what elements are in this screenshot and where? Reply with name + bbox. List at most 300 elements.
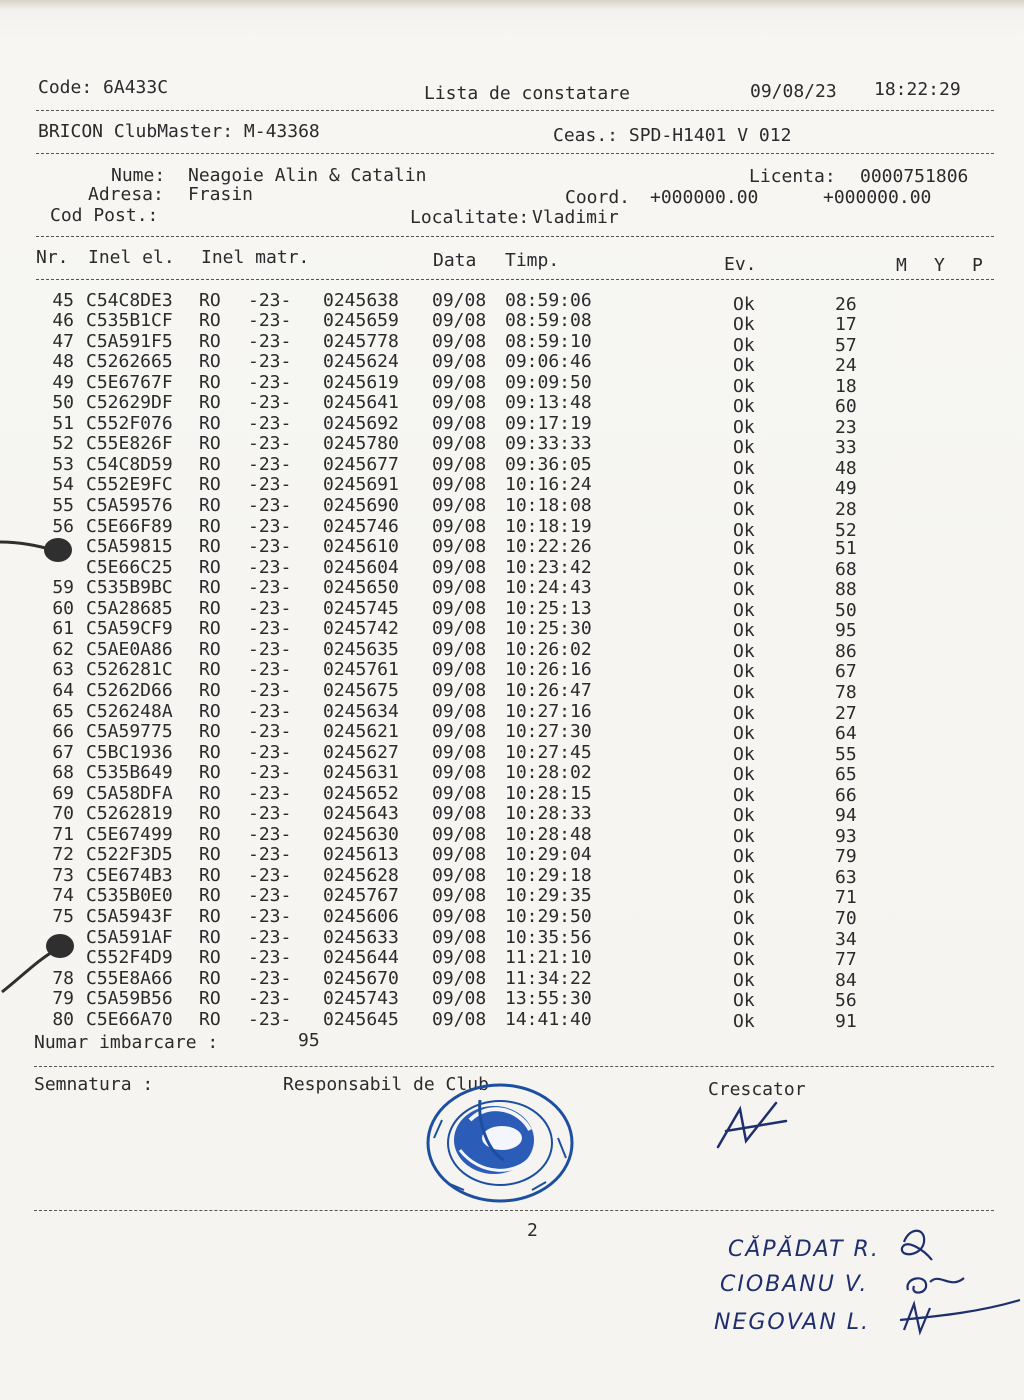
cell-data: 09/08 [432,926,487,948]
cell-inel: C5262D66 [86,679,173,701]
cell-matr: 0245677 [323,453,399,475]
cell-ev: Ok [733,478,755,500]
cell-val: 33 [835,437,857,459]
table-row [0,784,1024,805]
table-row [0,412,1024,438]
cell-nr: 75 [52,906,74,927]
cell-nr: 72 [52,844,74,866]
cell-yr: -23- [248,351,292,373]
table-row [0,681,1024,702]
cell-val: 50 [835,599,857,621]
cell-yr: -23- [248,310,292,332]
col-header-nr: Nr. [36,247,69,268]
cell-ev: Ok [733,969,755,991]
cell-val: 67 [835,661,857,683]
cell-yr: -23- [248,741,292,763]
boarding-count: 95 [298,1030,320,1051]
col-header-p: P [972,255,983,276]
table-row [0,845,1024,866]
cell-ev: Ok [733,723,755,745]
cell-ro: RO [199,577,221,599]
cell-matr: 0245630 [323,823,399,845]
cell-ro: RO [199,967,221,989]
cell-matr: 0245634 [323,700,399,722]
col-header-inel-el: Inel el. [88,247,175,268]
cell-matr: 0245761 [323,659,399,681]
cell-data: 09/08 [432,474,487,496]
table-row [0,804,1024,825]
cell-ro: RO [199,638,221,660]
cell-matr: 0245692 [323,412,399,434]
cell-matr: 0245643 [323,803,399,825]
handwritten-name-1: CĂPĂDAT R. [728,1237,880,1262]
cell-time: 10:35:56 [505,926,592,948]
owner-name: Neagoie Alin & Catalin [188,165,427,186]
cell-matr: 0245652 [323,782,399,804]
cell-nr: 78 [52,967,74,989]
owner-name-label: Nume: [111,165,166,186]
cell-val: 84 [835,969,857,991]
cell-ro: RO [199,947,221,969]
cell-nr: 60 [52,597,74,619]
cell-ro: RO [199,351,221,373]
cell-val: 48 [835,457,857,479]
cell-yr: -23- [248,823,292,845]
cell-nr: 59 [52,577,74,599]
divider [36,236,994,237]
cell-matr: 0245606 [323,906,399,927]
cell-yr: -23- [248,556,292,578]
cell-data: 09/08 [432,803,487,825]
cell-ro: RO [199,679,221,701]
cell-time: 10:23:42 [505,556,592,578]
cell-val: 65 [835,764,857,786]
cell-nr: 67 [52,741,74,763]
cell-val: 94 [835,805,857,827]
cell-data: 09/08 [432,618,487,640]
cell-val: 95 [835,620,857,642]
cell-ro: RO [199,289,221,311]
cell-data: 09/08 [432,577,487,599]
cell-time: 10:24:43 [505,577,592,599]
cell-ro: RO [199,412,221,434]
boarding-count-label: Numar imbarcare : [34,1032,219,1053]
cell-val: 51 [835,538,857,560]
address-label: Adresa: [88,184,164,205]
cell-ro: RO [199,1008,221,1030]
table-row [0,351,1024,377]
license-label: Licenta: [749,166,836,187]
table-row [0,907,1024,928]
cell-matr: 0245644 [323,947,399,969]
cell-ev: Ok [733,743,755,765]
cell-nr: 51 [52,412,74,434]
signature-label: Semnatura : [34,1074,154,1095]
cell-inel: C55E8A66 [86,967,173,989]
breeder-label: Crescator [708,1079,806,1100]
table-row [0,330,1024,356]
cell-matr: 0245628 [323,864,399,886]
cell-time: 10:28:15 [505,782,592,804]
cell-val: 93 [835,825,857,847]
cell-val: 66 [835,784,857,806]
cell-yr: -23- [248,803,292,825]
cell-matr: 0245767 [323,885,399,907]
cell-data: 09/08 [432,556,487,578]
cell-inel: C5A58DFA [86,782,173,804]
cell-ro: RO [199,864,221,886]
cell-yr: -23- [248,433,292,455]
cell-nr: 46 [52,310,74,332]
cell-time: 10:16:24 [505,474,592,496]
cell-ev: Ok [733,764,755,786]
cell-val: 18 [835,375,857,397]
cell-yr: -23- [248,577,292,599]
cell-data: 09/08 [432,988,487,1010]
cell-data: 09/08 [432,597,487,619]
cell-data: 09/08 [432,638,487,660]
cell-inel: C5A59815 [86,536,173,558]
cell-matr: 0245746 [323,515,399,537]
cell-inel: C552E9FC [86,474,173,496]
cell-time: 09:09:50 [505,371,592,393]
cell-val: 88 [835,579,857,601]
cell-time: 10:27:16 [505,700,592,722]
cell-time: 10:26:47 [505,679,592,701]
cell-val: 70 [835,908,857,929]
cell-data: 09/08 [432,412,487,434]
locality: Vladimir [532,207,619,228]
cell-ev: Ok [733,437,755,459]
table-row [0,886,1024,907]
cell-matr: 0245631 [323,762,399,784]
cell-inel: C5A591F5 [86,330,173,352]
cell-ev: Ok [733,661,755,683]
cell-matr: 0245742 [323,618,399,640]
cell-nr: 66 [52,721,74,743]
cell-data: 09/08 [432,864,487,886]
cell-matr: 0245645 [323,1008,399,1030]
cell-inel: C5A59B56 [86,988,173,1010]
cell-val: 86 [835,640,857,662]
cell-val: 17 [835,314,857,336]
cell-yr: -23- [248,597,292,619]
col-header-inel-matr: Inel matr. [201,247,310,268]
cell-nr: 56 [52,515,74,537]
cell-val: 91 [835,1010,857,1032]
cell-ro: RO [199,433,221,455]
cell-ev: Ok [733,846,755,868]
cell-data: 09/08 [432,351,487,373]
cell-matr: 0245745 [323,597,399,619]
cell-ro: RO [199,495,221,516]
table-row [0,948,1024,969]
cell-matr: 0245641 [323,392,399,414]
cell-yr: -23- [248,967,292,989]
cell-val: 34 [835,928,857,950]
cell-matr: 0245624 [323,351,399,373]
cell-nr: 74 [52,885,74,907]
cell-nr: 80 [52,1008,74,1030]
cell-matr: 0245659 [323,310,399,332]
table-row [0,537,1024,558]
table-row [0,825,1024,846]
cell-matr: 0245613 [323,844,399,866]
cell-time: 10:26:02 [505,638,592,660]
cell-yr: -23- [248,392,292,414]
cell-ev: Ok [733,538,755,560]
col-header-data: Data [433,250,477,271]
handwritten-name-3: NEGOVAN L. [714,1310,871,1335]
cell-ev: Ok [733,314,755,336]
cell-nr: 50 [52,392,74,414]
cell-time: 10:22:26 [505,536,592,558]
cell-yr: -23- [248,659,292,681]
cell-ev: Ok [733,640,755,662]
cell-nr: 65 [52,700,74,722]
cell-yr: -23- [248,330,292,352]
cell-time: 08:59:10 [505,330,592,352]
cell-time: 10:29:18 [505,864,592,886]
handwritten-name-2: CIOBANU V. [720,1272,869,1297]
coord-label: Coord. [565,187,631,208]
cell-data: 09/08 [432,721,487,743]
cell-data: 09/08 [432,433,487,455]
cell-time: 08:59:06 [505,289,592,311]
coord-y: +000000.00 [823,187,932,208]
cell-nr: 53 [52,453,74,475]
cell-val: 60 [835,396,857,418]
cell-data: 09/08 [432,967,487,989]
cell-yr: -23- [248,412,292,434]
club-id: BRICON ClubMaster: M-43368 [38,121,320,142]
cell-ev: Ok [733,928,755,950]
divider [36,279,994,280]
table-row [0,989,1024,1010]
divider [36,153,994,154]
table-row [0,453,1024,479]
cell-inel: C5262665 [86,351,173,373]
cell-nr: 45 [52,289,74,311]
table-row [0,495,1024,520]
address: Frasin [188,184,254,205]
cell-matr: 0245619 [323,371,399,393]
cell-yr: -23- [248,495,292,516]
cell-ev: Ok [733,334,755,356]
col-header-y: Y [934,255,945,276]
cell-matr: 0245690 [323,495,399,516]
cell-inel: C54C8D59 [86,453,173,475]
cell-inel: C5E674B3 [86,864,173,886]
cell-val: 68 [835,558,857,580]
cell-ev: Ok [733,805,755,827]
cell-data: 09/08 [432,947,487,969]
cell-yr: -23- [248,289,292,311]
cell-nr: 68 [52,762,74,784]
cell-matr: 0245675 [323,679,399,701]
cell-yr: -23- [248,453,292,475]
col-header-m: M [896,255,907,276]
cell-inel: C5A591AF [86,926,173,948]
cell-data: 09/08 [432,844,487,866]
cell-ev: Ok [733,375,755,397]
cell-time: 10:25:30 [505,618,592,640]
cell-ev: Ok [733,990,755,1012]
table-row [0,392,1024,418]
cell-data: 09/08 [432,515,487,537]
postal-label: Cod Post.: [50,205,159,226]
cell-yr: -23- [248,371,292,393]
cell-nr: 47 [52,330,74,352]
divider [34,1066,994,1067]
cell-matr: 0245635 [323,638,399,660]
cell-time: 10:18:19 [505,515,592,537]
cell-matr: 0245621 [323,721,399,743]
table-row [0,743,1024,764]
cell-time: 10:26:16 [505,659,592,681]
cell-inel: C5E67499 [86,823,173,845]
cell-data: 09/08 [432,700,487,722]
table-row [0,722,1024,743]
cell-yr: -23- [248,679,292,701]
table-row [0,969,1024,990]
cell-nr: 54 [52,474,74,496]
cell-inel: C535B0E0 [86,885,173,907]
cell-inel: C535B1CF [86,310,173,332]
cell-ro: RO [199,721,221,743]
cell-ev: Ok [733,825,755,847]
cell-ev: Ok [733,396,755,418]
cell-inel: C535B9BC [86,577,173,599]
table-row [0,928,1024,949]
cell-ev: Ok [733,355,755,377]
cell-matr: 0245638 [323,289,399,311]
cell-ro: RO [199,515,221,537]
table-row [0,702,1024,723]
cell-ro: RO [199,762,221,784]
cell-val: 77 [835,949,857,971]
cell-ev: Ok [733,499,755,520]
col-header-timp: Timp. [505,250,560,271]
cell-ev: Ok [733,416,755,438]
cell-yr: -23- [248,947,292,969]
cell-nr: 79 [52,988,74,1010]
cell-time: 11:21:10 [505,947,592,969]
cell-data: 09/08 [432,885,487,907]
cell-inel: C5BC1936 [86,741,173,763]
cell-inel: C5A28685 [86,597,173,619]
cell-data: 09/08 [432,679,487,701]
cell-nr: 70 [52,803,74,825]
cell-inel: C5AE0A86 [86,638,173,660]
cell-matr: 0245780 [323,433,399,455]
cell-ro: RO [199,988,221,1010]
cell-ev: Ok [733,558,755,580]
cell-ro: RO [199,823,221,845]
cell-val: 52 [835,519,857,541]
table-row [0,433,1024,459]
cell-ro: RO [199,803,221,825]
table-row [0,660,1024,681]
cell-time: 14:41:40 [505,1008,592,1030]
cell-yr: -23- [248,988,292,1010]
cell-ro: RO [199,618,221,640]
cell-matr: 0245691 [323,474,399,496]
cell-data: 09/08 [432,536,487,558]
coord-x: +000000.00 [650,187,759,208]
cell-yr: -23- [248,1008,292,1030]
cell-ro: RO [199,371,221,393]
cell-inel: C54C8DE3 [86,289,173,311]
cell-ev: Ok [733,599,755,621]
cell-time: 10:28:33 [505,803,592,825]
binder-hole-mark [0,528,80,568]
cell-yr: -23- [248,700,292,722]
cell-ro: RO [199,474,221,496]
cell-time: 13:55:30 [505,988,592,1010]
cell-inel: C522F3D5 [86,844,173,866]
cell-nr: 61 [52,618,74,640]
cell-data: 09/08 [432,289,487,311]
cell-ro: RO [199,556,221,578]
cell-ev: Ok [733,681,755,703]
cell-yr: -23- [248,474,292,496]
cell-time: 10:29:35 [505,885,592,907]
cell-val: 63 [835,866,857,888]
cell-matr: 0245627 [323,741,399,763]
cell-time: 10:29:50 [505,906,592,927]
cell-nr: 73 [52,864,74,886]
cell-time: 11:34:22 [505,967,592,989]
cell-ro: RO [199,330,221,352]
table-row [0,289,1024,315]
table-row [0,763,1024,784]
binder-hole-mark [0,928,80,998]
license-number: 0000751806 [860,166,969,187]
cell-inel: C5A59CF9 [86,618,173,640]
cell-inel: C552F4D9 [86,947,173,969]
cell-nr: 69 [52,782,74,804]
cell-yr: -23- [248,721,292,743]
cell-inel: C5A5943F [86,906,173,927]
report-title: Lista de constatare [424,83,630,104]
cell-val: 24 [835,355,857,377]
cell-inel: C5262819 [86,803,173,825]
cell-time: 10:27:45 [505,741,592,763]
cell-matr: 0245610 [323,536,399,558]
cell-time: 09:36:05 [505,453,592,475]
cell-data: 09/08 [432,741,487,763]
cell-time: 08:59:08 [505,310,592,332]
report-time: 18:22:29 [874,79,961,100]
cell-ro: RO [199,926,221,948]
cell-val: 71 [835,887,857,909]
cell-val: 49 [835,478,857,500]
cell-yr: -23- [248,864,292,886]
cell-val: 56 [835,990,857,1012]
breeder-signature [706,1095,796,1155]
cell-matr: 0245778 [323,330,399,352]
club-responsible-label: Responsabil de Club [283,1074,489,1095]
cell-ev: Ok [733,908,755,929]
cell-time: 10:28:48 [505,823,592,845]
cell-yr: -23- [248,762,292,784]
clock-id: Ceas.: SPD-H1401 V 012 [553,125,792,146]
table-row [0,515,1024,541]
cell-val: 79 [835,846,857,868]
cell-inel: C526281C [86,659,173,681]
cell-time: 10:25:13 [505,597,592,619]
